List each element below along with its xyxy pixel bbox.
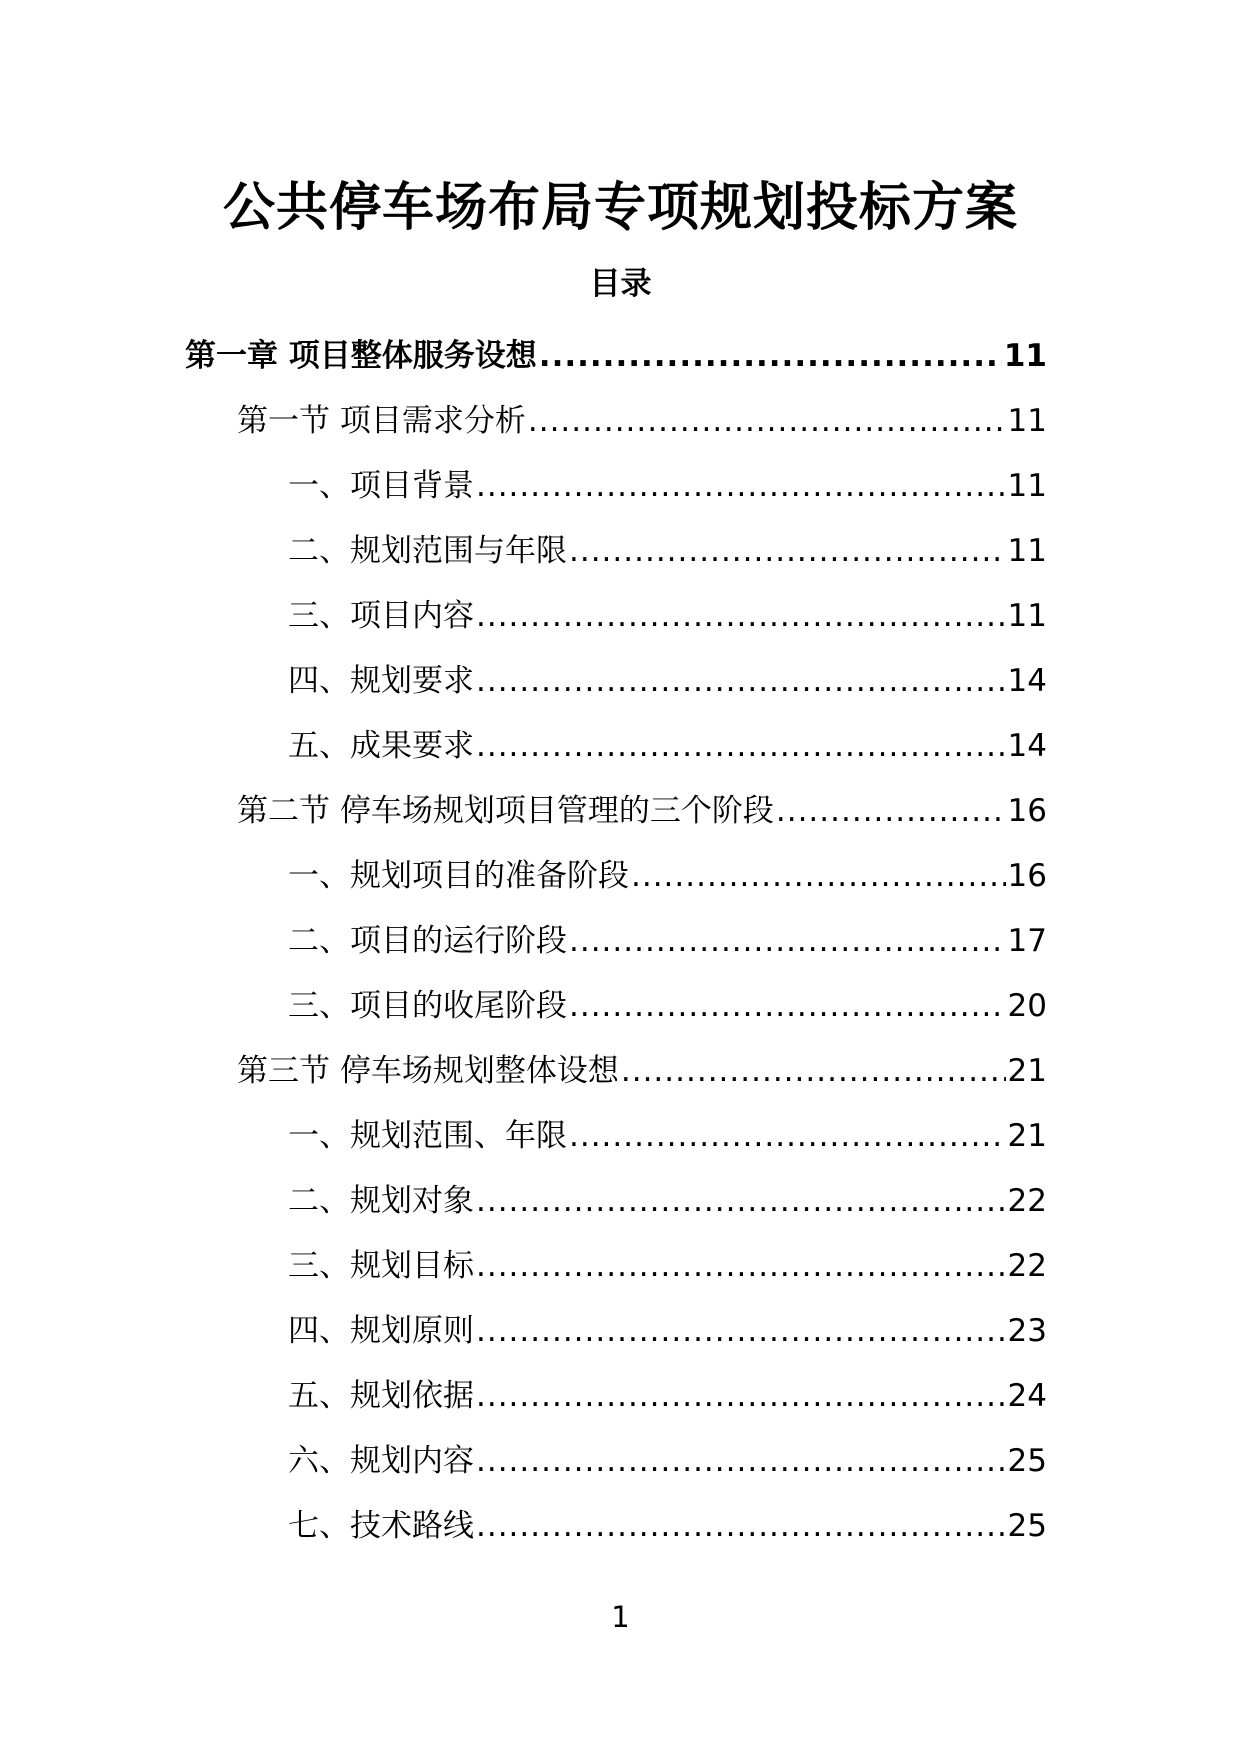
toc-entry-page: 23	[1007, 1313, 1047, 1349]
toc-dot-leader	[476, 663, 1006, 699]
toc-dot-leader	[776, 793, 1006, 829]
toc-entry-title: 一、项目背景	[288, 468, 474, 504]
toc-dot-leader	[476, 468, 1006, 504]
toc-entry-title: 五、成果要求	[288, 728, 474, 764]
toc-entry-page: 20	[1007, 988, 1047, 1024]
toc-entry-title: 第一章 项目整体服务设想	[185, 338, 537, 374]
toc-entry-title: 七、技术路线	[288, 1508, 474, 1544]
toc-entry-page: 16	[1007, 858, 1047, 894]
toc-entry-page: 11	[1003, 338, 1047, 374]
toc-entry-page: 11	[1007, 533, 1047, 569]
toc-dot-leader	[476, 1313, 1006, 1349]
document-title: 公共停车场布局专项规划投标方案	[222, 178, 1018, 238]
toc-entry-title: 三、规划目标	[288, 1248, 474, 1284]
toc-entry-title: 二、规划对象	[288, 1183, 474, 1219]
toc-dot-leader	[569, 533, 1006, 569]
toc-entry-title: 六、规划内容	[288, 1443, 474, 1479]
toc-dot-leader	[476, 1443, 1006, 1479]
toc-entry-title: 三、项目的收尾阶段	[288, 988, 567, 1024]
toc-dot-leader	[476, 1508, 1006, 1544]
toc-entry-subsection[interactable]	[0, 1165, 1241, 1230]
toc-entry-title: 第一节 项目需求分析	[237, 403, 526, 439]
toc-entry-page: 25	[1007, 1508, 1047, 1544]
toc-entry-page: 11	[1007, 598, 1047, 634]
toc-dot-leader	[476, 1183, 1006, 1219]
toc-entry-page: 14	[1007, 728, 1047, 764]
toc-dot-leader	[476, 1248, 1006, 1284]
toc-entry-subsection[interactable]	[0, 645, 1241, 710]
toc-heading: 目录	[589, 266, 652, 302]
toc-entry-page: 11	[1007, 468, 1047, 504]
toc-entry-page: 11	[1007, 403, 1047, 439]
toc-entry-subsection[interactable]	[0, 580, 1241, 645]
toc-entry-subsection[interactable]	[0, 840, 1241, 905]
toc-entry-section-1[interactable]	[0, 385, 1241, 450]
toc-dot-leader	[569, 1118, 1006, 1154]
toc-entry-subsection[interactable]	[0, 1360, 1241, 1425]
toc-entry-page: 22	[1007, 1183, 1047, 1219]
toc-entry-subsection[interactable]	[0, 1100, 1241, 1165]
toc-entry-title: 五、规划依据	[288, 1378, 474, 1414]
toc-dot-leader	[631, 858, 1006, 894]
toc-entry-title: 第二节 停车场规划项目管理的三个阶段	[237, 793, 774, 829]
toc-entry-subsection[interactable]	[0, 710, 1241, 775]
toc-entry-subsection[interactable]	[0, 1425, 1241, 1490]
toc-entry-title: 四、规划要求	[288, 663, 474, 699]
toc-entry-page: 21	[1007, 1118, 1047, 1154]
toc-entry-subsection[interactable]	[0, 450, 1241, 515]
toc-entry-subsection[interactable]	[0, 905, 1241, 970]
toc-dot-leader	[476, 1378, 1006, 1414]
toc-dot-leader	[621, 1053, 1006, 1089]
toc-entry-subsection[interactable]	[0, 1490, 1241, 1555]
toc-dot-leader	[569, 923, 1006, 959]
toc-entry-section-2[interactable]	[0, 775, 1241, 840]
toc-entry-page: 22	[1007, 1248, 1047, 1284]
toc-entry-title: 一、规划项目的准备阶段	[288, 858, 629, 894]
page-number: 1	[611, 1600, 630, 1634]
toc-entry-subsection[interactable]	[0, 1230, 1241, 1295]
toc-entry-title: 二、规划范围与年限	[288, 533, 567, 569]
toc-entry-title: 第三节 停车场规划整体设想	[237, 1053, 619, 1089]
toc-dot-leader	[476, 598, 1006, 634]
toc-dot-leader	[476, 728, 1006, 764]
toc-entry-chapter-1[interactable]	[0, 320, 1241, 385]
toc-dot-leader	[528, 403, 1006, 439]
toc-entry-section-3[interactable]	[0, 1035, 1241, 1100]
toc-entry-title: 二、项目的运行阶段	[288, 923, 567, 959]
toc-entry-page: 17	[1007, 923, 1047, 959]
toc-entry-subsection[interactable]	[0, 1295, 1241, 1360]
toc-entry-title: 一、规划范围、年限	[288, 1118, 567, 1154]
toc-entry-subsection[interactable]	[0, 970, 1241, 1035]
table-of-contents	[0, 320, 1241, 1555]
toc-dot-leader	[569, 988, 1006, 1024]
toc-entry-title: 四、规划原则	[288, 1313, 474, 1349]
toc-entry-page: 24	[1007, 1378, 1047, 1414]
toc-entry-subsection[interactable]	[0, 515, 1241, 580]
toc-dot-leader	[539, 338, 1002, 374]
toc-entry-page: 21	[1007, 1053, 1047, 1089]
toc-entry-page: 14	[1007, 663, 1047, 699]
toc-entry-page: 25	[1007, 1443, 1047, 1479]
toc-entry-title: 三、项目内容	[288, 598, 474, 634]
toc-entry-page: 16	[1007, 793, 1047, 829]
